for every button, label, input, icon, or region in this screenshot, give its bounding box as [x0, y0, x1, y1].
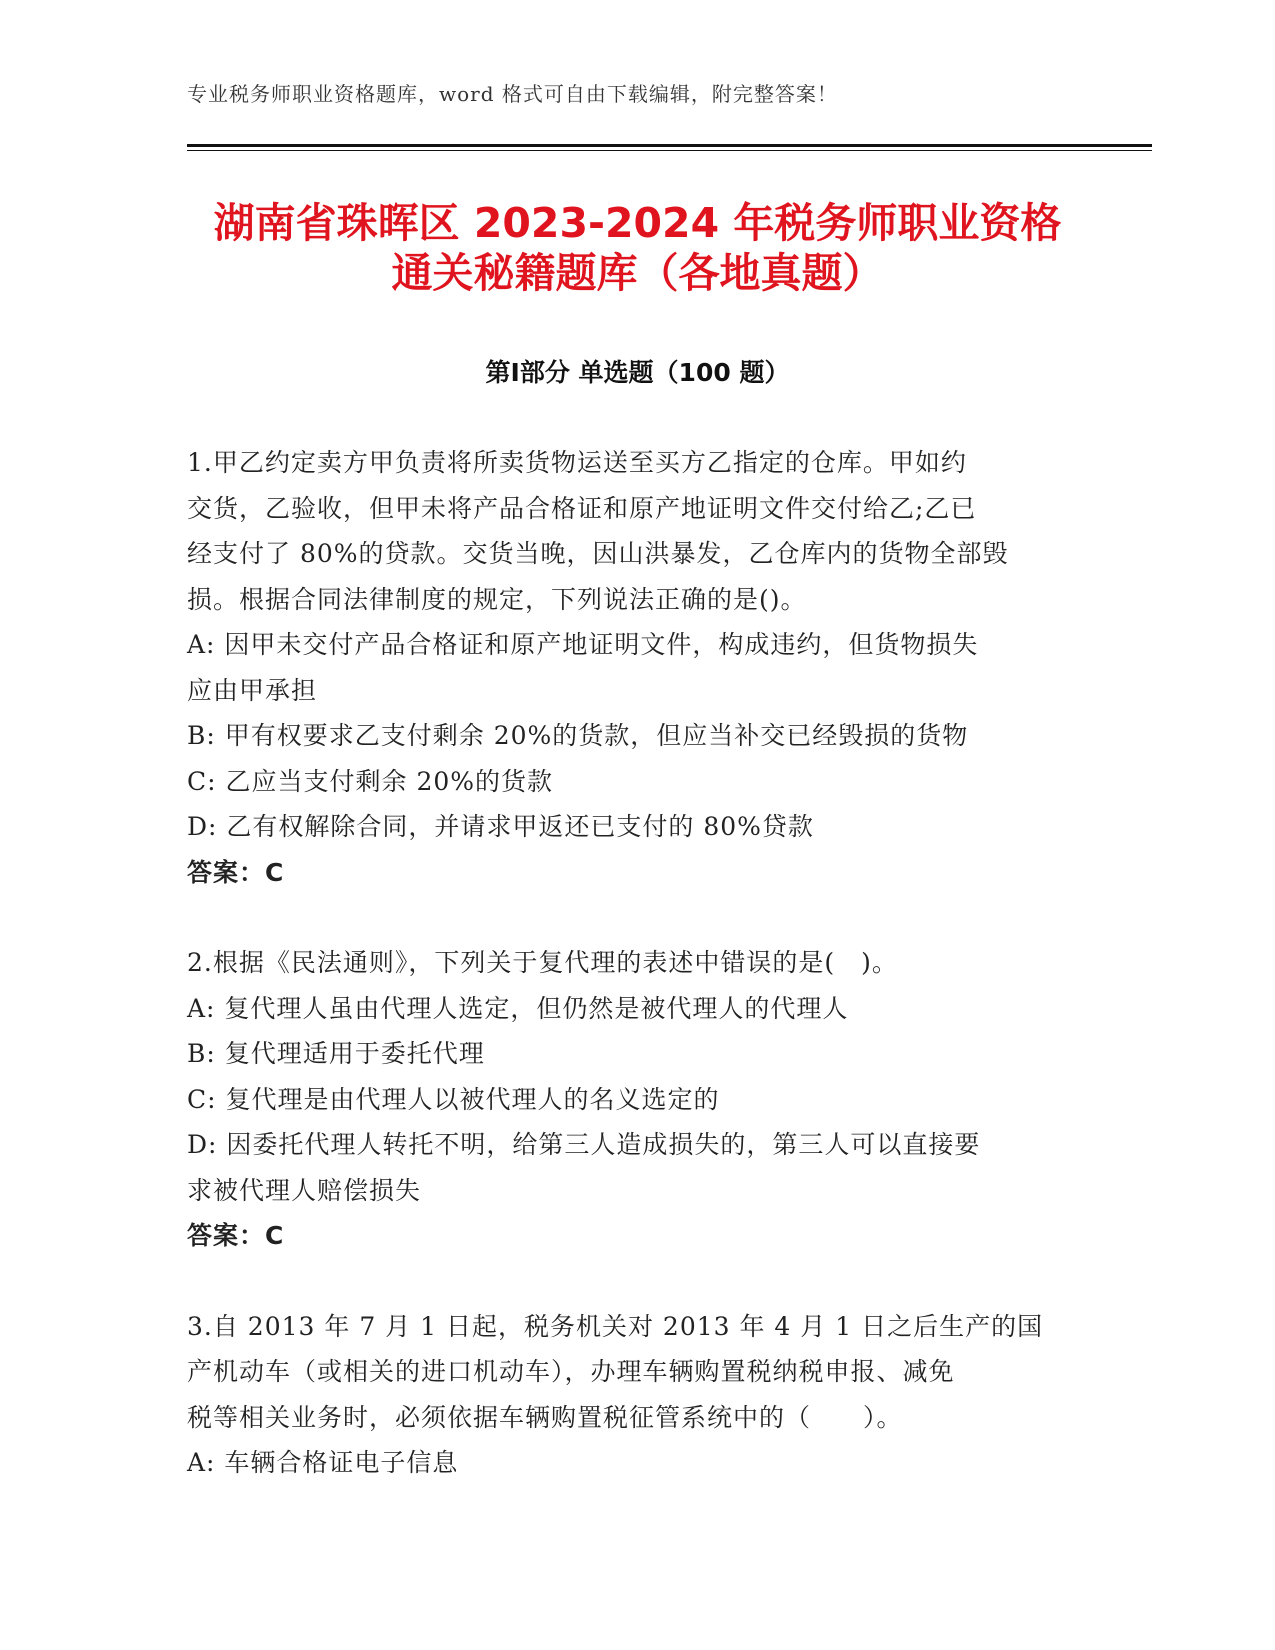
question-1-stem-line: 1.甲乙约定卖方甲负责将所卖货物运送至买方乙指定的仓库。甲如约: [187, 448, 967, 477]
header-rule-thin: [187, 150, 1152, 151]
question-3-option-a: A: 车辆合格证电子信息: [187, 1448, 459, 1477]
question-1-option-d: D: 乙有权解除合同，并请求甲返还已支付的 80%贷款: [187, 812, 814, 841]
question-1-option-c: C: 乙应当支付剩余 20%的货款: [187, 766, 554, 796]
question-2-option-d: D: 因委托代理人转托不明，给第三人造成损失的，第三人可以直接要: [187, 1130, 981, 1159]
question-2-option-a: A: 复代理人虽由代理人选定，但仍然是被代理人的代理人: [187, 993, 849, 1023]
question-2-option-d-cont: 求被代理人赔偿损失: [187, 1175, 422, 1205]
question-3-stem-line: 产机动车（或相关的进口机动车），办理车辆购置税纳税申报、减免: [187, 1357, 955, 1386]
question-1-stem-line: 交货，乙验收，但甲未将产品合格证和原产地证明文件交付给乙;乙已: [187, 493, 977, 523]
section-heading: 第Ⅰ部分 单选题（100 题）: [485, 358, 790, 387]
header-note: 专业税务师职业资格题库，word 格式可自由下载编辑，附完整答案！: [187, 82, 838, 106]
question-2-option-b: B: 复代理适用于委托代理: [187, 1039, 485, 1068]
spacer: [187, 1259, 1087, 1304]
question-1-stem-line: 损。根据合同法律制度的规定，下列说法正确的是()。: [187, 584, 807, 614]
header-rule-thick: [187, 144, 1152, 147]
question-3: [187, 1304, 1087, 1486]
question-1-answer: 答案：C: [187, 857, 285, 887]
question-1-stem-line: 经支付了 80%的贷款。交货当晚，因山洪暴发，乙仓库内的货物全部毁: [187, 539, 1009, 568]
question-2-option-c: C: 复代理是由代理人以被代理人的名义选定的: [187, 1084, 720, 1114]
question-3-stem-line: 税等相关业务时，必须依据车辆购置税征管系统中的（ ）。: [187, 1402, 903, 1432]
document-title-line-2: 通关秘籍题库（各地真题）: [391, 249, 884, 297]
question-2-stem-line: 2.根据《民法通则》，下列关于复代理的表述中错误的是( )。: [187, 948, 898, 977]
question-1: [187, 440, 1087, 895]
question-1-option-b: B: 甲有权要求乙支付剩余 20%的货款，但应当补交已经毁损的货物: [187, 721, 969, 750]
document-title-line-1: 湖南省珠晖区 2023-2024 年税务师职业资格: [213, 199, 1062, 247]
spacer: [187, 895, 1087, 940]
question-3-stem-line: 3.自 2013 年 7 月 1 日起，税务机关对 2013 年 4 月 1 日之后生产的国: [187, 1311, 1044, 1341]
document-title: [150, 198, 1125, 298]
question-1-option-a: A: 因甲未交付产品合格证和原产地证明文件，构成违约，但货物损失: [187, 630, 979, 659]
question-2: [187, 940, 1087, 1259]
question-2-answer: 答案：C: [187, 1221, 285, 1250]
question-list: [187, 440, 1087, 1486]
question-1-option-a-cont: 应由甲承担: [187, 675, 318, 705]
